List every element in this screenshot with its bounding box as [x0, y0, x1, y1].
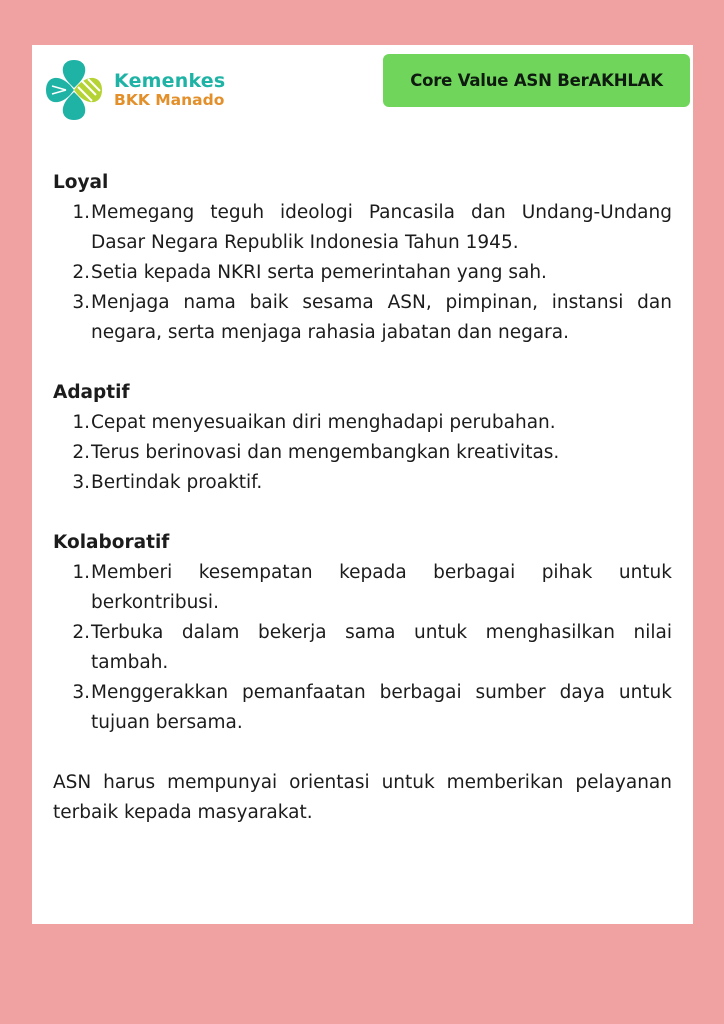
item-text: Memberi kesempatan kepada berbagai pihak untuk berkontribusi. [91, 562, 672, 613]
item-number: 3. [72, 682, 90, 703]
section-title: Kolaboratif [53, 532, 170, 553]
list-item [53, 198, 672, 258]
section-adaptif [53, 378, 672, 498]
list-item [53, 438, 672, 468]
item-number: 1. [72, 202, 90, 223]
logo-subtitle: BKK Manado [114, 90, 225, 109]
list-item [53, 288, 672, 348]
item-text: Menggerakkan pemanfaatan berbagai sumber daya untuk tujuan bersama. [91, 682, 672, 733]
content-body [53, 168, 672, 828]
closing-paragraph: ASN harus mempunyai orientasi untuk memberikan pelayanan terbaik kepada masyarakat. [53, 772, 672, 823]
item-text: Setia kepada NKRI serta pemerintahan yang sah. [91, 262, 547, 283]
item-text: Terbuka dalam bekerja sama untuk menghasilkan nilai tambah. [91, 622, 672, 673]
section-kolaboratif [53, 528, 672, 738]
list-item [53, 258, 672, 288]
section-loyal [53, 168, 672, 348]
list-item [53, 618, 672, 678]
section-title: Adaptif [53, 382, 130, 403]
logo-name: Kemenkes [114, 69, 226, 92]
item-number: 2. [72, 622, 90, 643]
document-card [32, 45, 693, 924]
item-text: Menjaga nama baik sesama ASN, pimpinan, instansi dan negara, serta menjaga rahasia jabatan dan negara. [91, 292, 672, 343]
item-number: 1. [72, 412, 90, 433]
item-number: 2. [72, 442, 90, 463]
item-text: Cepat menyesuaikan diri menghadapi perubahan. [91, 412, 556, 433]
item-text: Terus berinovasi dan mengembangkan kreativitas. [91, 442, 560, 463]
item-text: Memegang teguh ideologi Pancasila dan Undang-Undang Dasar Negara Republik Indonesia Tahun 1945. [91, 202, 672, 253]
item-number: 3. [72, 292, 90, 313]
kemenkes-logo [42, 55, 225, 125]
core-value-badge: Core Value ASN BerAKHLAK [383, 54, 690, 107]
list-item [53, 468, 672, 498]
list-item [53, 678, 672, 738]
item-number: 1. [72, 562, 90, 583]
item-number: 2. [72, 262, 90, 283]
item-number: 3. [72, 472, 90, 493]
list-item [53, 408, 672, 438]
kemenkes-emblem-icon [42, 57, 106, 123]
list-item [53, 558, 672, 618]
section-title: Loyal [53, 172, 109, 193]
item-text: Bertindak proaktif. [91, 472, 263, 493]
